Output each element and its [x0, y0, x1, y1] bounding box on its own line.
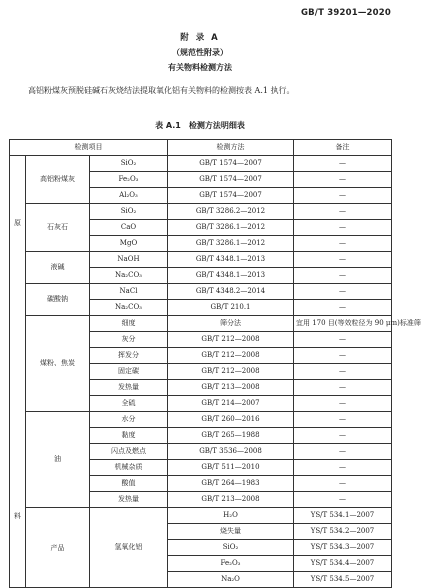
intro-paragraph: 高铝粉煤灰预脱硅碱石灰烧结法提取氧化铝有关物料的检测按表 A.1 执行。 [28, 86, 295, 95]
category-raw-char-2: 料 [14, 511, 21, 520]
test-item: 发热量 [90, 380, 168, 396]
methods-table [9, 139, 421, 588]
test-item: Na₂CO₃ [90, 300, 168, 316]
test-item: 酸值 [90, 476, 168, 492]
table-row [10, 252, 392, 268]
test-method: GB/T 212—2008 [168, 364, 294, 380]
remark: — [294, 412, 392, 428]
remark: — [294, 364, 392, 380]
remark: — [294, 268, 392, 284]
test-method: GB/T 3536—2008 [168, 444, 294, 460]
test-item: MgO [90, 236, 168, 252]
test-method: 筛分法 [168, 316, 294, 332]
header-remarks: 备注 [294, 140, 392, 156]
remark: — [294, 284, 392, 300]
remark: — [294, 396, 392, 412]
table-header-row [10, 140, 392, 156]
test-method: GB/T 213—2008 [168, 380, 294, 396]
group-name: 碳酸钠 [26, 284, 90, 316]
remark: — [294, 252, 392, 268]
test-item: NaOH [90, 252, 168, 268]
test-item: 挥发分 [90, 348, 168, 364]
remark: — [294, 428, 392, 444]
category-raw-materials [10, 156, 26, 588]
category-product: 产品 [26, 508, 90, 588]
test-method: YS/T 534.3—2007 [294, 540, 392, 556]
remark: — [294, 492, 392, 508]
test-item: 水分 [90, 412, 168, 428]
remark: — [294, 332, 392, 348]
test-method: GB/T 4348.1—2013 [168, 268, 294, 284]
remark: — [294, 172, 392, 188]
test-method: GB/T 214—2007 [168, 396, 294, 412]
standard-number: GB/T 39201—2020 [300, 8, 391, 18]
table-caption: 表 A.1 检测方法明细表 [155, 121, 245, 130]
test-method: GB/T 4348.2—2014 [168, 284, 294, 300]
table-row [10, 412, 392, 428]
test-item: SiO₂ [90, 204, 168, 220]
test-item: SiO₂ [90, 156, 168, 172]
table-row [10, 284, 392, 300]
test-item: SiO₂ [168, 540, 294, 556]
test-item: 细度 [90, 316, 168, 332]
group-name: 高铝粉煤灰 [26, 156, 90, 204]
appendix-normative-label: （规范性附录） [172, 48, 228, 57]
test-method: GB/T 210.1 [168, 300, 294, 316]
test-item: Fe₂O₃ [168, 556, 294, 572]
test-method: GB/T 1574—2007 [168, 188, 294, 204]
test-item: 发热量 [90, 492, 168, 508]
table-row [10, 156, 392, 172]
test-method: GB/T 265—1988 [168, 428, 294, 444]
remark: — [294, 156, 392, 172]
test-item: 全硫 [90, 396, 168, 412]
test-method: GB/T 212—2008 [168, 348, 294, 364]
group-name: 煤粉、焦炭 [26, 316, 90, 412]
remark: — [294, 188, 392, 204]
test-method: GB/T 3286.2—2012 [168, 204, 294, 220]
remark: 宜用 170 目(等效粒径为 90 μm)标准筛 [294, 316, 392, 332]
test-item: Al₂O₃ [90, 188, 168, 204]
test-method: GB/T 260—2016 [168, 412, 294, 428]
test-method: GB/T 3286.1—2012 [168, 220, 294, 236]
table-body [10, 156, 421, 588]
remark: — [294, 444, 392, 460]
group-name: 液碱 [26, 252, 90, 284]
test-method: GB/T 3286.1—2012 [168, 236, 294, 252]
test-item: H₂O [168, 508, 294, 524]
header-test-method: 检测方法 [168, 140, 294, 156]
test-method: GB/T 264—1983 [168, 476, 294, 492]
group-name: 氢氧化铝 [90, 508, 168, 588]
test-item: 烧失量 [168, 524, 294, 540]
test-item: Fe₂O₃ [90, 172, 168, 188]
remark: — [294, 220, 392, 236]
test-method: GB/T 511—2010 [168, 460, 294, 476]
test-item: 闪点及燃点 [90, 444, 168, 460]
remark: — [294, 476, 392, 492]
category-raw-char-1: 原 [14, 218, 21, 227]
table-row [10, 508, 392, 524]
test-item: CaO [90, 220, 168, 236]
test-item: Na₂CO₃ [90, 268, 168, 284]
appendix-title: 附 录 A [180, 33, 220, 43]
test-item: 黏度 [90, 428, 168, 444]
appendix-name: 有关物料检测方法 [168, 63, 232, 72]
test-method: YS/T 534.1—2007 [294, 508, 392, 524]
test-method: YS/T 534.5—2007 [294, 572, 392, 588]
test-method: GB/T 212—2008 [168, 332, 294, 348]
remark: — [294, 204, 392, 220]
remark: — [294, 236, 392, 252]
group-name: 油 [26, 412, 90, 508]
remark: — [294, 460, 392, 476]
group-name: 石灰石 [26, 204, 90, 252]
test-item: 灰分 [90, 332, 168, 348]
remark: — [294, 380, 392, 396]
test-item: 机械杂质 [90, 460, 168, 476]
test-method: GB/T 213—2008 [168, 492, 294, 508]
test-method: YS/T 534.4—2007 [294, 556, 392, 572]
remark: — [294, 300, 392, 316]
table-row [10, 204, 392, 220]
test-method: GB/T 4348.1—2013 [168, 252, 294, 268]
test-method: GB/T 1574—2007 [168, 172, 294, 188]
test-item: NaCl [90, 284, 168, 300]
remark: — [294, 348, 392, 364]
test-method: GB/T 1574—2007 [168, 156, 294, 172]
test-item: Na₂O [168, 572, 294, 588]
test-item: 固定碳 [90, 364, 168, 380]
test-method: YS/T 534.2—2007 [294, 524, 392, 540]
header-test-item: 检测项目 [10, 140, 168, 156]
table-row [10, 316, 392, 332]
